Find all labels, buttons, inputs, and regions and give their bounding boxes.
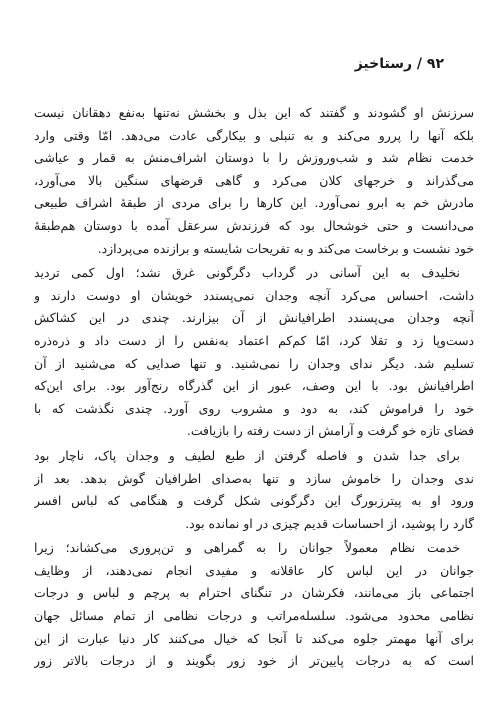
text-line: داشت، احساس می‌کرد آنچه وجدان نمی‌پسندد خویشان او دوست دارند و [34,287,474,303]
text-line: ورود او به پیترزبورگ این دگرگونی شکل گرفت و هنگامی که لباس افسر [34,493,474,509]
text-line: فضای تازه خو گرفت و آرامش از دست رفته را بازیافت. [186,423,474,439]
text-line: خدمت نظام معمولاً جوانان را به گمراهی و تن‌پروری می‌کشاند؛ زیرا [34,540,460,556]
text-line: خدمت نظام شد و شب‌وروزش را با دوستان اشراف‌منش به قمار و عیاشی [34,150,474,166]
text-line: مادرش خم به ابرو نمی‌آورد. این کارها را برای مردی از طبقهٔ اشراف طبیعی [34,195,474,211]
chapter-title: رستاخیز [354,56,413,72]
text-line: خود را فراموش کند، به دود و مشروب روی آورد. چندی نگذشت که با [34,400,474,416]
text-line: تسلیم شد. دیگر ندای وجدان را نمی‌شنید. و تنها صدایی که می‌شنید از آن [34,355,474,371]
text-line: برای جدا شدن و فاصله گرفتن از طبع لطیف و وجدان پاک، ناچار بود [34,447,460,463]
text-line: بلکه آنها را پررو می‌کند و به تنبلی و بیکارگی عادت می‌دهد. امّا وقتی وارد [34,127,474,143]
text-line: جوانان در این لباس کار عاقلانه و مفیدی انجام نمی‌دهند، از وظایف [34,562,474,578]
text-line: گارد را پوشید، از احساسات قدیم چیزی در او نمانده بود. [185,515,474,531]
text-line: دست‌وپا زد و تقلا کرد، امّا کم‌کم اعتماد به‌نفس را از دست داد و ذره‌ذره [34,332,474,348]
running-header [355,56,444,72]
text-line: است که به درجات پایین‌تر از خود زور بگویند و از درجات بالاتر زور [34,653,474,669]
text-line: می‌گذراند و خرجهای کلان می‌کرد و گاهی قرضهای سنگین بالا می‌آورد، [34,172,474,188]
header-separator: / [416,56,423,72]
text-line: اطرافیانش بود. با این وصف، عبور از این گذرگاه رنج‌آور بود. برای این‌که [34,378,474,394]
text-line: ندی وجدان را خاموش سازد و تنها به‌صدای اطرافیان گوش بدهد. بعد از [34,470,474,486]
text-line: می‌دانست و حتی خوشحال بود که فرزندش سرعقل آمده با دوستان هم‌طبقهٔ [34,217,474,233]
text-line: خود نشست و برخاست می‌کند و به تفریحات شایسته و برازنده می‌پردازد. [97,240,474,256]
body-text [34,102,474,673]
page-number: ۹۲ [426,56,444,72]
text-line: آنچه وجدان می‌پسندد اطرافیانش از آن بیزارند. چندی در این کشاکش [34,310,474,326]
text-line: نخلیدف به این آسانی در گرداب دگرگونی غرق نشد؛ اول کمی تردید [34,265,460,281]
text-line: برای آنها مهمتر جلوه می‌کند تا آنجا که خیال می‌کنند کار دنیا عبارت از این [34,630,474,646]
text-line: اجتماعی باز می‌مانند، فکرشان در تنگنای احترام به پرچم و لباس و درجات [34,585,474,601]
text-line: سرزنش او گشودند و گفتند که این بذل و بخشش نه‌تنها به‌نفع دهقانان نیست [34,105,474,120]
text-line: نظامی محدود می‌شود. سلسله‌مراتب و درجات نظامی از تمام مسائل جهان [34,608,474,624]
